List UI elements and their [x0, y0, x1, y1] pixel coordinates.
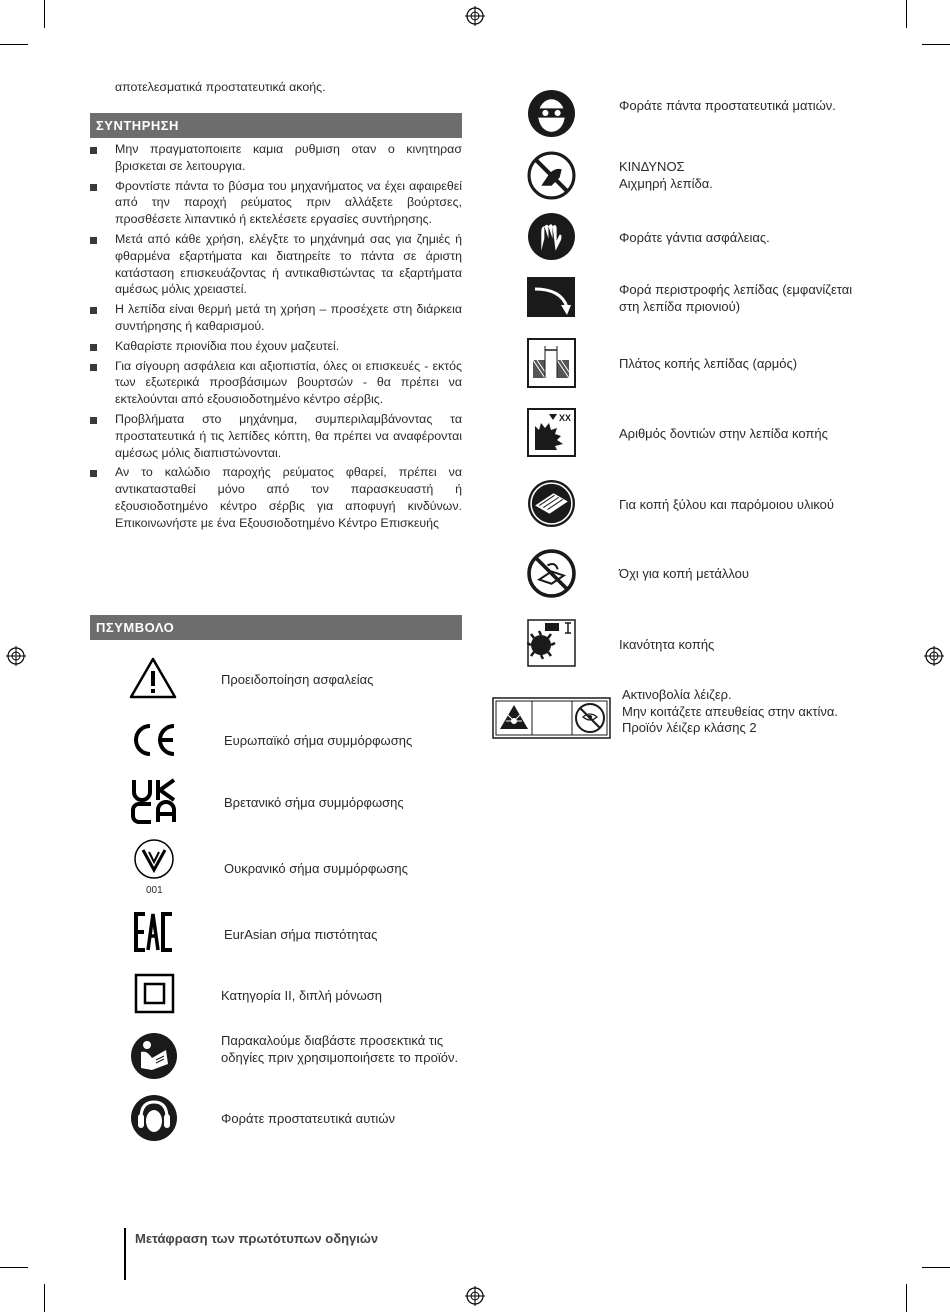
gloves-icon	[527, 212, 576, 261]
symbol-label: Ευρωπαϊκό σήμα συμμόρφωσης	[224, 733, 413, 748]
wood-cutting-icon	[527, 479, 576, 528]
kerf-width-icon	[527, 338, 576, 388]
symbol-label: Αριθμός δοντιών στην λεπίδα κοπής	[619, 426, 828, 441]
list-item: Για σίγουρη ασφάλεια και αξιοπιστία, όλες οι επισκευές - εκτός των εξωτερικά προσβάσιμων βουρτσών - θα πρέπει να εκτελούνται από εξουσιοδοτημένο κέντρο σέρβις.	[90, 358, 462, 408]
laser-warning-label-icon	[492, 697, 611, 739]
symbol-label: Φοράτε προστατευτικά αυτιών	[221, 1111, 395, 1126]
cutting-capacity-icon	[527, 619, 576, 667]
intro-line: αποτελεσματικά προστατευτικά ακοής.	[115, 80, 326, 94]
footer-text: Μετάφραση των πρωτότυπων οδηγιών	[135, 1231, 379, 1246]
symbol-label: Φορά περιστροφής λεπίδας (εμφανίζεται στη λεπίδα πριονιού)	[619, 282, 853, 314]
crop-mark	[906, 0, 907, 28]
symbol-label: Για κοπή ξύλου και παρόμοιου υλικού	[619, 497, 835, 512]
eac-mark-icon	[134, 912, 174, 952]
crop-mark	[906, 1284, 907, 1312]
no-metal-icon	[527, 549, 576, 598]
list-item: Η λεπίδα είναι θερμή μετά τη χρήση – προσέχετε στη διάρκεια συντήρησης ή καθαρισμού.	[90, 301, 462, 335]
symbol-label: Πλάτος κοπής λεπίδας (αρμός)	[619, 356, 798, 371]
list-item: Μετά από κάθε χρήση, ελέγξτε το μηχάνημά σας για ζημιές ή φθαρμένα εξαρτήματα και διατηρείτε το πάντα σε άριστη κατάσταση επισκευάζοντας ή αντικαθιστώντας τα εξαρτήματα αμέσως μόλις χρειαστεί.	[90, 231, 462, 298]
registration-mark-icon	[924, 646, 944, 666]
symbol-label: Όχι για κοπή μετάλλου	[619, 566, 749, 581]
footer-rule	[124, 1228, 126, 1280]
crop-mark	[922, 44, 950, 45]
maintenance-list	[90, 141, 462, 535]
ukrainian-mark-icon	[133, 838, 175, 880]
list-item: Καθαρίστε πριονίδια που έχουν μαζευτεί.	[90, 338, 462, 355]
symbol-label: Κατηγορία II, διπλή μόνωση	[221, 988, 383, 1003]
crop-mark	[44, 1284, 45, 1312]
warning-triangle-icon	[128, 656, 178, 700]
list-item: Αν το καλώδιο παροχής ρεύματος φθαρεί, πρέπει να αντικατασταθεί μόνο από τον παρασκευαστή ή εξουσιοδοτημένο κέντρο σέρβις για αποφυγή κινδύνων. Επικοινωνήστε με ένα Εξουσιοδοτημένο Κέντρο Επισκευής	[90, 464, 462, 531]
double-insulation-icon	[134, 973, 175, 1014]
symbol-label: Προειδοποίηση ασφαλείας	[221, 672, 374, 687]
sharp-blade-danger-icon	[527, 151, 576, 200]
teeth-count-marker: XX	[559, 413, 572, 423]
symbol-label: Φοράτε γάντια ασφάλειας.	[619, 230, 770, 245]
symbol-label: ΚΙΝΔΥΝΟΣ Αιχμηρή λεπίδα.	[619, 159, 713, 191]
ukrainian-mark-code: 001	[146, 885, 163, 896]
ukca-mark-icon	[131, 778, 177, 824]
symbols-heading: ΠΣΥΜΒΟΛΟ	[90, 615, 462, 640]
crop-mark	[922, 1267, 950, 1268]
teeth-count-icon	[527, 408, 576, 457]
symbol-label: Φοράτε πάντα προστατευτικά ματιών.	[619, 98, 836, 113]
symbol-label: Βρετανικό σήμα συμμόρφωσης	[224, 795, 404, 810]
list-item: Φροντίστε πάντα το βύσμα του μηχανήματος να έχει αφαιρεθεί από την παροχή ρεύματος πριν αλλάξετε βούρτσες, προσθέσετε λιπαντικό ή εκτελέσετε εργασίες συντήρησης.	[90, 178, 462, 228]
registration-mark-icon	[6, 646, 26, 666]
read-manual-icon	[130, 1032, 178, 1080]
symbol-label: Ακτινοβολία λέιζερ. Μην κοιτάζετε απευθείας στην ακτίνα. Προϊόν λέιζερ κλάσης 2	[622, 687, 839, 735]
eye-protection-icon	[527, 89, 576, 138]
registration-mark-icon	[465, 1286, 485, 1306]
list-item: Προβλήματα στο μηχάνημα, συμπεριλαμβάνοντας τα προστατευτικά ή τις λεπίδες κόπτη, θα πρέπει να αναφέρονται αμέσως μόλις διαπιστώνονται.	[90, 411, 462, 461]
list-item: Μην πραγματοποιειτε καμια ρυθμιση οταν ο κινητηρασ βρισκεται σε λειτουργια.	[90, 141, 462, 175]
crop-mark	[44, 0, 45, 28]
maintenance-heading: ΣΥΝΤΗΡΗΣΗ	[90, 113, 462, 138]
crop-mark	[0, 44, 28, 45]
rotation-direction-icon	[527, 277, 575, 317]
symbol-label: Παρακαλούμε διαβάστε προσεκτικά τις οδηγίες πριν χρησιμοποιήσετε το προϊόν.	[221, 1033, 459, 1065]
symbol-label: Ικανότητα κοπής	[619, 637, 715, 652]
symbol-label: Ουκρανικό σήμα συμμόρφωσης	[224, 861, 408, 876]
ear-protection-icon	[130, 1094, 178, 1142]
ce-mark-icon	[130, 722, 178, 758]
registration-mark-icon	[465, 6, 485, 26]
crop-mark	[0, 1267, 28, 1268]
symbol-label: EurAsian σήμα πιστότητας	[224, 927, 378, 942]
